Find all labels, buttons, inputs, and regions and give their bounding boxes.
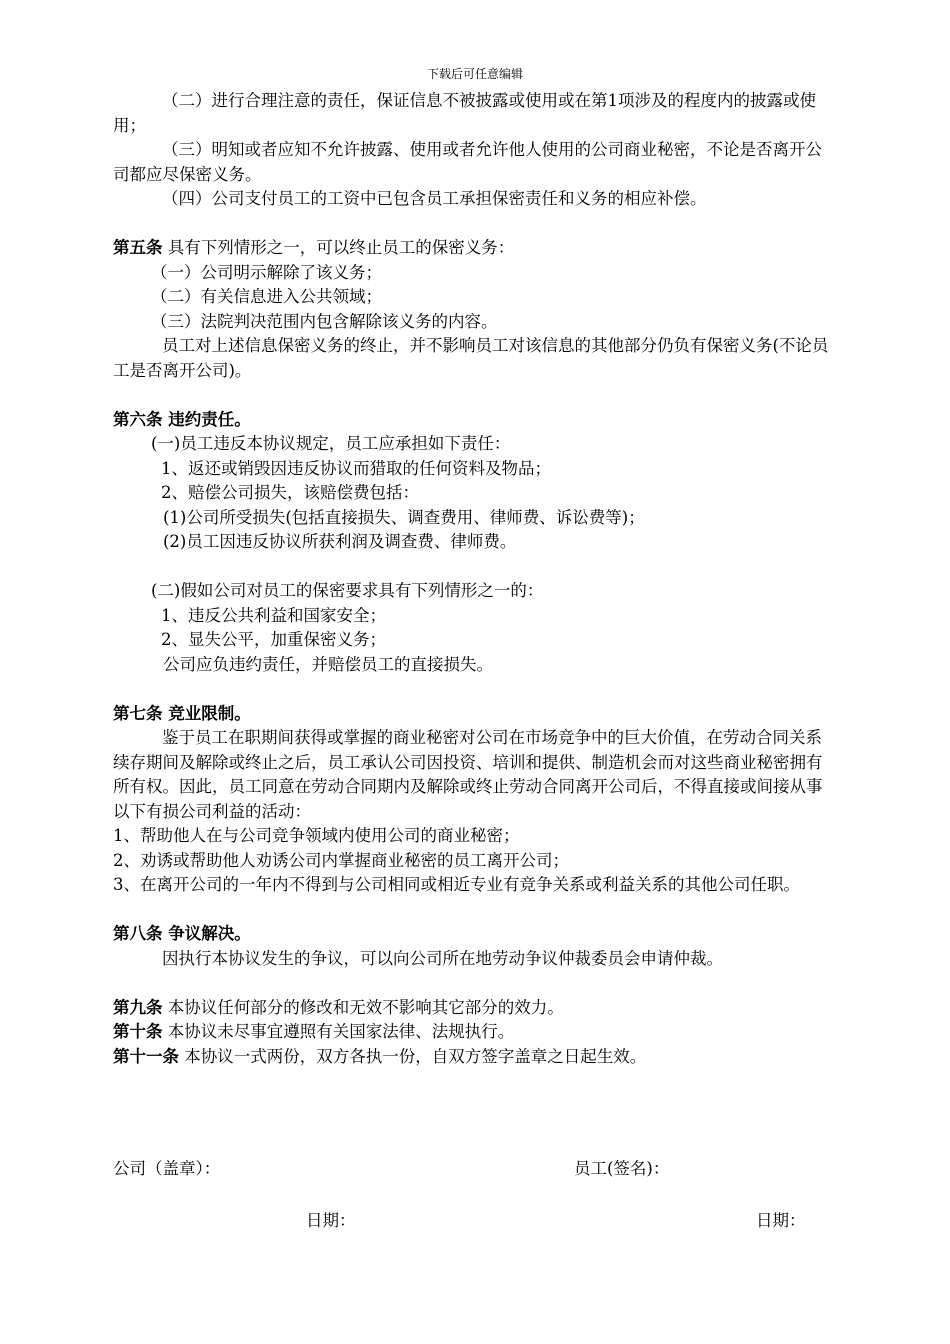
- paragraph: [113, 334, 837, 383]
- paragraph-text: 1、违反公共利益和国家安全；: [161, 605, 386, 625]
- paragraph-gap: [113, 555, 837, 580]
- article-heading: 第八条 争议解决。: [113, 924, 251, 943]
- paragraph-text: 公司应负违约责任，并赔偿员工的直接损失。: [163, 654, 493, 674]
- paragraph-text: 鉴于员工在职期间获得或掌握的商业秘密对公司在市场竞争中的巨大价值，在劳动合同关系续存期间及解除或终止之后，员工承认公司因投资、培训和提供、制造机会而对这些商业秘密拥有所有权。因此，员工同意在劳动合同期内及解除或终止劳动合同离开公司后，不得直接或间接从事以下有损公司利益的活动：: [113, 728, 823, 821]
- paragraph-text: (二)假如公司对员工的保密要求具有下列情形之一的：: [151, 581, 544, 600]
- paragraph-gap: [113, 677, 837, 702]
- paragraph-gap: [113, 212, 837, 237]
- paragraph-gap: [113, 971, 837, 996]
- article-heading: 第五条: [113, 238, 163, 257]
- paragraph: [113, 187, 837, 212]
- paragraph-text: (2)员工因违反协议所获利润及调查费、律师费。: [163, 532, 517, 551]
- paragraph: [113, 604, 837, 629]
- paragraph-text: 2、劝诱或帮助他人劝诱公司内掌握商业秘密的员工离开公司；: [113, 850, 569, 870]
- employee-date-label: 日期：: [756, 1211, 806, 1230]
- paragraph-text: (一)员工违反本协议规定，员工应承担如下责任：: [151, 434, 511, 453]
- article-heading: 第十一条: [113, 1046, 179, 1066]
- paragraph: [113, 873, 837, 898]
- article-heading-paragraph: [113, 1020, 837, 1045]
- paragraph-text: 本协议未尽事宜遵照有关国家法律、法规执行。: [162, 1022, 515, 1041]
- paragraph-gap: [113, 383, 837, 408]
- paragraph-text: （三）明知或者应知不允许披露、使用或者允许他人使用的公司商业秘密，不论是否离开公司都应尽保密义务。: [113, 140, 822, 184]
- paragraph-text: 2、显失公平，加重保密义务；: [161, 630, 386, 649]
- paragraph: [113, 506, 837, 531]
- paragraph: [113, 457, 837, 482]
- paragraph-text: 因执行本协议发生的争议，可以向公司所在地劳动争议仲裁委员会申请仲裁。: [162, 948, 723, 968]
- paragraph-text: 1、帮助他人在与公司竞争领域内使用公司的商业秘密；: [113, 826, 520, 845]
- company-seal-label: 公司（盖章）：: [113, 1159, 221, 1178]
- paragraph: [113, 138, 837, 187]
- paragraph: [113, 628, 837, 653]
- paragraph-text: 本协议一式两份，双方各执一份，自双方签字盖章之日起生效。: [179, 1046, 647, 1066]
- paragraph-text: 3、在离开公司的一年内不得到与公司相同或相近专业有竞争关系或利益关系的其他公司任职。: [113, 875, 800, 894]
- paragraph-text: 员工对上述信息保密义务的终止，并不影响员工对该信息的其他部分仍负有保密义务(不论员工是否离开公司)。: [113, 336, 829, 380]
- paragraph-text: （一）公司明示解除了该义务；: [151, 262, 382, 282]
- paragraph-text: 本协议任何部分的修改和无效不影响其它部分的效力。: [162, 997, 564, 1017]
- paragraph-text: 1、返还或销毁因违反协议而猎取的任何资料及物品；: [161, 458, 551, 478]
- paragraph: [113, 285, 837, 310]
- paragraph-text: (1)公司所受损失(包括直接损失、调查费用、律师费、诉讼费等)；: [163, 507, 645, 527]
- article-heading-paragraph: [113, 236, 837, 261]
- article-heading-paragraph: [113, 922, 837, 947]
- page-header: 下载后可任意编辑: [426, 67, 523, 81]
- paragraph: [113, 653, 837, 678]
- paragraph-text: 具有下列情形之一，可以终止员工的保密义务：: [162, 238, 515, 257]
- paragraph: [113, 530, 837, 555]
- agreement-body: [113, 89, 837, 1069]
- paragraph-text: （二）进行合理注意的责任，保证信息不被披露或使用或在第1项涉及的程度内的披露或使用；: [113, 91, 816, 135]
- article-heading: 第九条: [113, 997, 163, 1017]
- paragraph-text: （二）有关信息进入公共领域；: [151, 287, 382, 306]
- paragraph-gap: [113, 898, 837, 923]
- paragraph: [113, 432, 837, 457]
- company-date-label: 日期：: [306, 1211, 356, 1230]
- paragraph-text: （四）公司支付员工的工资中已包含员工承担保密责任和义务的相应补偿。: [162, 189, 707, 208]
- article-heading: 第十条: [113, 1022, 163, 1041]
- paragraph: [113, 579, 837, 604]
- paragraph: [113, 947, 837, 972]
- paragraph: [113, 261, 837, 286]
- paragraph: [113, 89, 837, 138]
- employee-signature-label: 员工(签名)：: [574, 1159, 670, 1178]
- article-heading-paragraph: [113, 996, 837, 1021]
- paragraph-text: 2、赔偿公司损失，该赔偿费包括：: [161, 483, 419, 502]
- article-heading-paragraph: [113, 408, 837, 433]
- article-heading-paragraph: [113, 702, 837, 727]
- paragraph: [113, 824, 837, 849]
- article-heading: 第七条 竞业限制。: [113, 703, 251, 723]
- article-heading: 第六条 违约责任。: [113, 409, 251, 429]
- paragraph: [113, 310, 837, 335]
- paragraph: [113, 481, 837, 506]
- paragraph: [113, 849, 837, 874]
- paragraph: [113, 726, 837, 824]
- paragraph-text: （三）法院判决范围内包含解除该义务的内容。: [151, 311, 498, 331]
- article-heading-paragraph: [113, 1045, 837, 1070]
